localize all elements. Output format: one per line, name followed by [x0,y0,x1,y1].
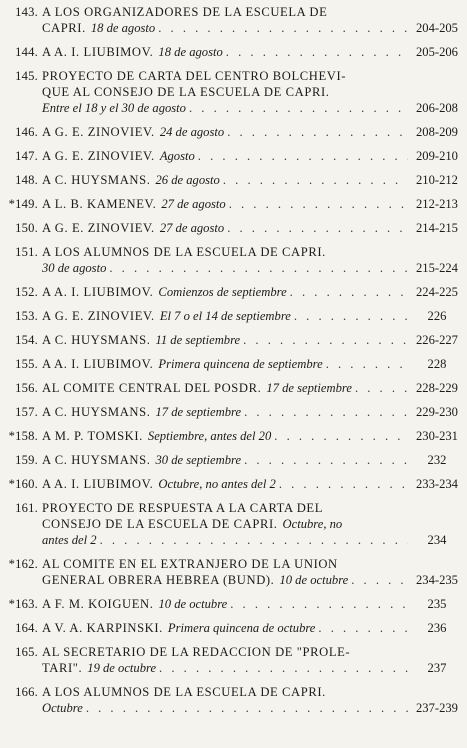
table-of-contents [0,4,467,724]
entry-number: 143. [15,5,38,19]
entry-pages: 209-210 [416,149,458,163]
entry-number: 164. [15,621,38,635]
toc-entry-166 [0,684,467,716]
entry-number: *160. [8,477,38,491]
entry-date: Primera quincena de octubre [167,621,316,635]
entry-title: PROYECTO DE RESPUESTA A LA CARTA DEL [42,501,323,515]
leader-dots [229,196,408,212]
entry-number: 153. [15,309,38,323]
toc-entry-163 [0,596,467,612]
entry-date: Primera quincena de septiembre [158,357,323,371]
leader-dots [279,476,408,492]
entry-date: Entre el 18 y el 30 de agosto [42,101,186,115]
entry-number: 147. [15,149,38,163]
toc-entry-157 [0,404,467,420]
entry-title: A G. E. ZINOVIEV. [42,149,155,163]
entry-title-cont: CAPRI. [42,21,86,35]
toc-entry-148 [0,172,467,188]
entry-date: 19 de octubre [87,661,157,675]
leader-dots [158,20,408,36]
leader-dots [100,532,408,548]
leader-dots [226,44,408,60]
entry-title: A A. I. LIUBIMOV. [42,477,154,491]
entry-number: 166. [15,685,38,699]
leader-dots [243,332,408,348]
entry-date: Octubre [42,701,83,715]
entry-date: El 7 o el 14 de septiembre [159,309,291,323]
entry-number: 154. [15,333,38,347]
entry-pages: 236 [427,621,447,635]
entry-title: A G. E. ZINOVIEV. [42,125,155,139]
entry-number: *158. [8,429,38,443]
entry-pages: 228 [427,357,447,371]
entry-title: A F. M. KOIGUEN. [42,597,154,611]
toc-entry-162 [0,556,467,588]
leader-dots [244,404,408,420]
toc-entry-156 [0,380,467,396]
entry-pages: 237-239 [416,701,458,715]
entry-pages: 234 [427,533,447,547]
entry-title: A C. HUYSMANS. [42,173,151,187]
entry-title: A A. I. LIUBIMOV. [42,285,154,299]
entry-title: A M. P. TOMSKI. [42,429,143,443]
entry-number: 159. [15,453,38,467]
entry-date: Septiembre, antes del 20 [147,429,272,443]
entry-number: *149. [8,197,38,211]
entry-pages: 230-231 [416,429,458,443]
entry-title: AL SECRETARIO DE LA REDACCION DE "PROLE- [42,645,351,659]
toc-entry-149 [0,196,467,212]
entry-title: A A. I. LIUBIMOV. [42,45,154,59]
toc-entry-161 [0,500,467,548]
entry-title: AL COMITE CENTRAL DEL POSDR. [42,381,262,395]
entry-pages: 224-225 [416,285,458,299]
leader-dots [230,596,408,612]
entry-title: A L. B. KAMENEV. [42,197,157,211]
leader-dots [318,620,408,636]
leader-dots [109,260,408,276]
entry-date: 30 de agosto [42,261,107,275]
entry-date: Agosto [159,149,195,163]
entry-pages: 212-213 [416,197,458,211]
entry-title: AL COMITE EN EL EXTRANJERO DE LA UNION [42,557,338,571]
toc-entry-147 [0,148,467,164]
entry-number: 148. [15,173,38,187]
entry-date: Octubre, no antes del 2 [158,477,276,491]
entry-pages: 214-215 [416,221,458,235]
entry-date: 17 de septiembre [266,381,352,395]
entry-title: A LOS ALUMNOS DE LA ESCUELA DE CAPRI. [42,685,326,699]
entry-date: 10 de octubre [279,573,349,587]
entry-number: *163. [8,597,38,611]
entry-number: 151. [15,245,38,259]
entry-date: 11 de septiembre [155,333,241,347]
leader-dots [223,172,408,188]
entry-title-cont: CONSEJO DE LA ESCUELA DE CAPRI. [42,517,278,531]
entry-title: A C. HUYSMANS. [42,333,151,347]
toc-entry-146 [0,124,467,140]
entry-number: 161. [15,501,38,515]
entry-title-cont: QUE AL CONSEJO DE LA ESCUELA DE CAPRI. [42,85,330,99]
toc-entry-160 [0,476,467,492]
entry-number: 146. [15,125,38,139]
toc-entry-152 [0,284,467,300]
entry-date: 24 de agosto [159,125,225,139]
toc-entry-153 [0,308,467,324]
entry-number: *162. [8,557,38,571]
entry-pages: 205-206 [416,45,458,59]
toc-entry-145 [0,68,467,116]
leader-dots [326,356,408,372]
leader-dots [198,148,408,164]
toc-entry-165 [0,644,467,676]
toc-entry-158 [0,428,467,444]
entry-title: A LOS ALUMNOS DE LA ESCUELA DE CAPRI. [42,245,326,259]
entry-number: 144. [15,45,38,59]
entry-date: 26 de agosto [155,173,220,187]
entry-pages: 234-235 [416,573,458,587]
entry-date: 18 de agosto [158,45,223,59]
toc-entry-144 [0,44,467,60]
entry-date: 30 de septiembre [155,453,242,467]
entry-pages: 206-208 [416,101,458,115]
entry-pages: 226 [427,309,447,323]
entry-number: 150. [15,221,38,235]
entry-title: A V. A. KARPINSKI. [42,621,163,635]
entry-pages: 226-227 [416,333,458,347]
entry-pages: 228-229 [416,381,458,395]
entry-title: A C. HUYSMANS. [42,453,151,467]
entry-pages: 204-205 [416,21,458,35]
toc-entry-155 [0,356,467,372]
toc-entry-154 [0,332,467,348]
entry-pages: 229-230 [416,405,458,419]
entry-date: 27 de agosto [159,221,225,235]
entry-date: 17 de septiembre [155,405,242,419]
entry-number: 157. [15,405,38,419]
entry-pages: 232 [427,453,447,467]
toc-entry-159 [0,452,467,468]
leader-dots [274,428,408,444]
toc-entry-143 [0,4,467,36]
entry-number: 155. [15,357,38,371]
leader-dots [294,308,408,324]
entry-title: A LOS ORGANIZADORES DE LA ESCUELA DE [42,5,328,19]
entry-number: 152. [15,285,38,299]
leader-dots [244,452,408,468]
entry-date-start: Octubre, no [282,517,343,531]
leader-dots [355,380,408,396]
entry-pages: 235 [427,597,447,611]
entry-pages: 215-224 [416,261,458,275]
leader-dots [290,284,408,300]
entry-date: 27 de agosto [161,197,226,211]
toc-entry-164 [0,620,467,636]
leader-dots [351,572,408,588]
entry-number: 165. [15,645,38,659]
leader-dots [189,100,408,116]
leader-dots [227,124,408,140]
leader-dots [159,660,408,676]
entry-title: A G. E. ZINOVIEV. [42,309,155,323]
entry-pages: 237 [427,661,447,675]
entry-pages: 233-234 [416,477,458,491]
entry-date: Comienzos de septiembre [158,285,287,299]
entry-date: 10 de octubre [158,597,228,611]
entry-date: 18 de agosto [90,21,156,35]
entry-title: PROYECTO DE CARTA DEL CENTRO BOLCHEVI- [42,69,347,83]
entry-date: antes del 2 [42,533,97,547]
entry-number: 156. [15,381,38,395]
leader-dots [86,700,408,716]
entry-title-cont: TARI". [42,661,83,675]
toc-entry-151 [0,244,467,276]
entry-title: A G. E. ZINOVIEV. [42,221,155,235]
entry-title: A C. HUYSMANS. [42,405,151,419]
entry-pages: 208-209 [416,125,458,139]
entry-title: A A. I. LIUBIMOV. [42,357,154,371]
toc-entry-150 [0,220,467,236]
entry-number: 145. [15,69,38,83]
entry-title-cont: GENERAL OBRERA HEBREA (BUND). [42,573,275,587]
entry-pages: 210-212 [416,173,458,187]
leader-dots [227,220,408,236]
